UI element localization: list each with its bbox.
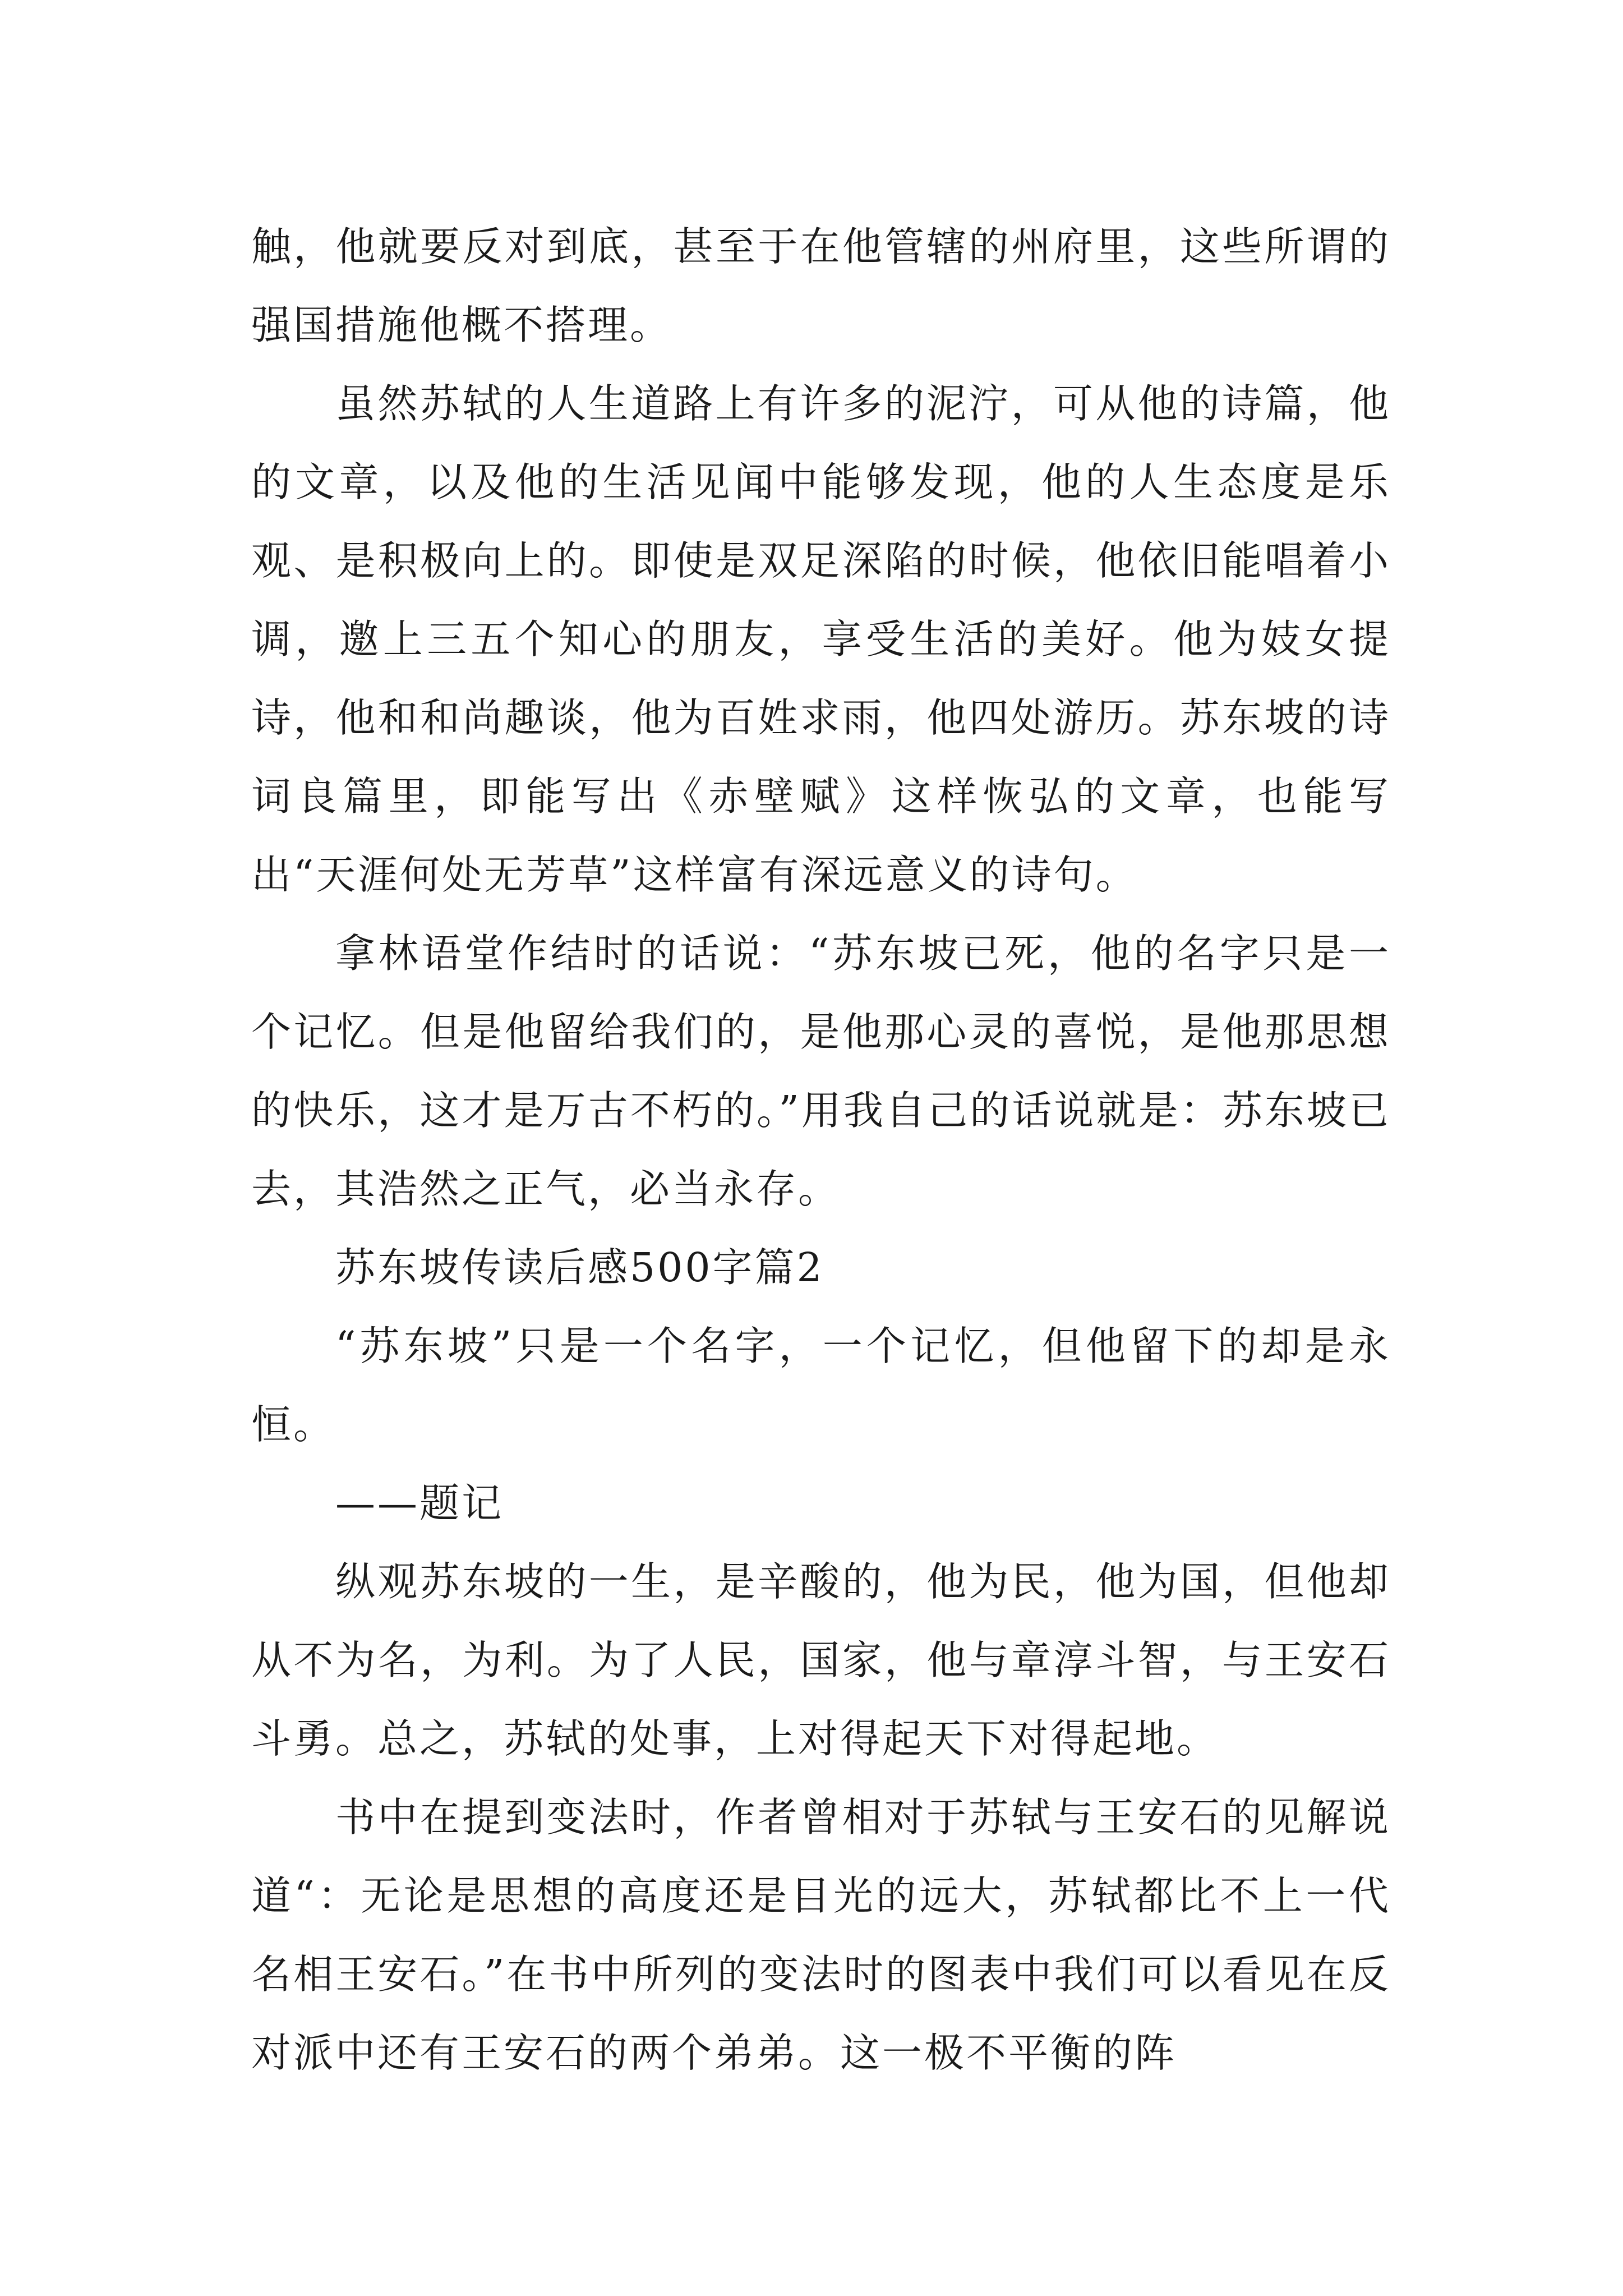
paragraph: 虽然苏轼的人生道路上有许多的泥泞，可从他的诗篇，他的文章，以及他的生活见闻中能够发现，他的人生态度是乐观、是积极向上的。即使是双足深陷的时候，他依旧能唱着小调，邀上三五个知心的朋友，享受生活的美好。他为妓女提诗，他和和尚趣谈，他为百姓求雨，他四处游历。苏东坡的诗词良篇里，即能写出《赤壁赋》这样恢弘的文章，也能写出“天涯何处无芳草”这样富有深远意义的诗句。 [251,380,1391,898]
paragraph: 书中在提到变法时，作者曾相对于苏轼与王安石的见解说道“：无论是思想的高度还是目光的远大，苏轼都比不上一代名相王安石。”在书中所列的变法时的图表中我们可以看见在反对派中还有王安石的两个弟弟。这一极不平衡的阵 [251,1794,1391,2076]
document-body [251,208,1391,2092]
section-heading: 苏东坡传读后感500字篇2 [335,1244,824,1291]
paragraph: 拿林语堂作结时的话说：“苏东坡已死，他的名字只是一个记忆。但是他留给我们的，是他那心灵的喜悦，是他那思想的快乐，这才是万古不朽的。”用我自己的话说就是：苏东坡已去，其浩然之正气，必当永存。 [251,930,1391,1212]
epigraph-attribution: ——题记 [335,1480,504,1526]
paragraph: 触，他就要反对到底，甚至于在他管辖的州府里，这些所谓的强国措施他概不搭理。 [251,223,1391,348]
paragraph: 纵观苏东坡的一生，是辛酸的，他为民，他为国，但他却从不为名，为利。为了人民，国家，他与章淳斗智，与王安石斗勇。总之，苏轼的处事，上对得起天下对得起地。 [251,1558,1391,1762]
paragraph: “苏东坡”只是一个名字，一个记忆，但他留下的却是永恒。 [251,1323,1391,1448]
